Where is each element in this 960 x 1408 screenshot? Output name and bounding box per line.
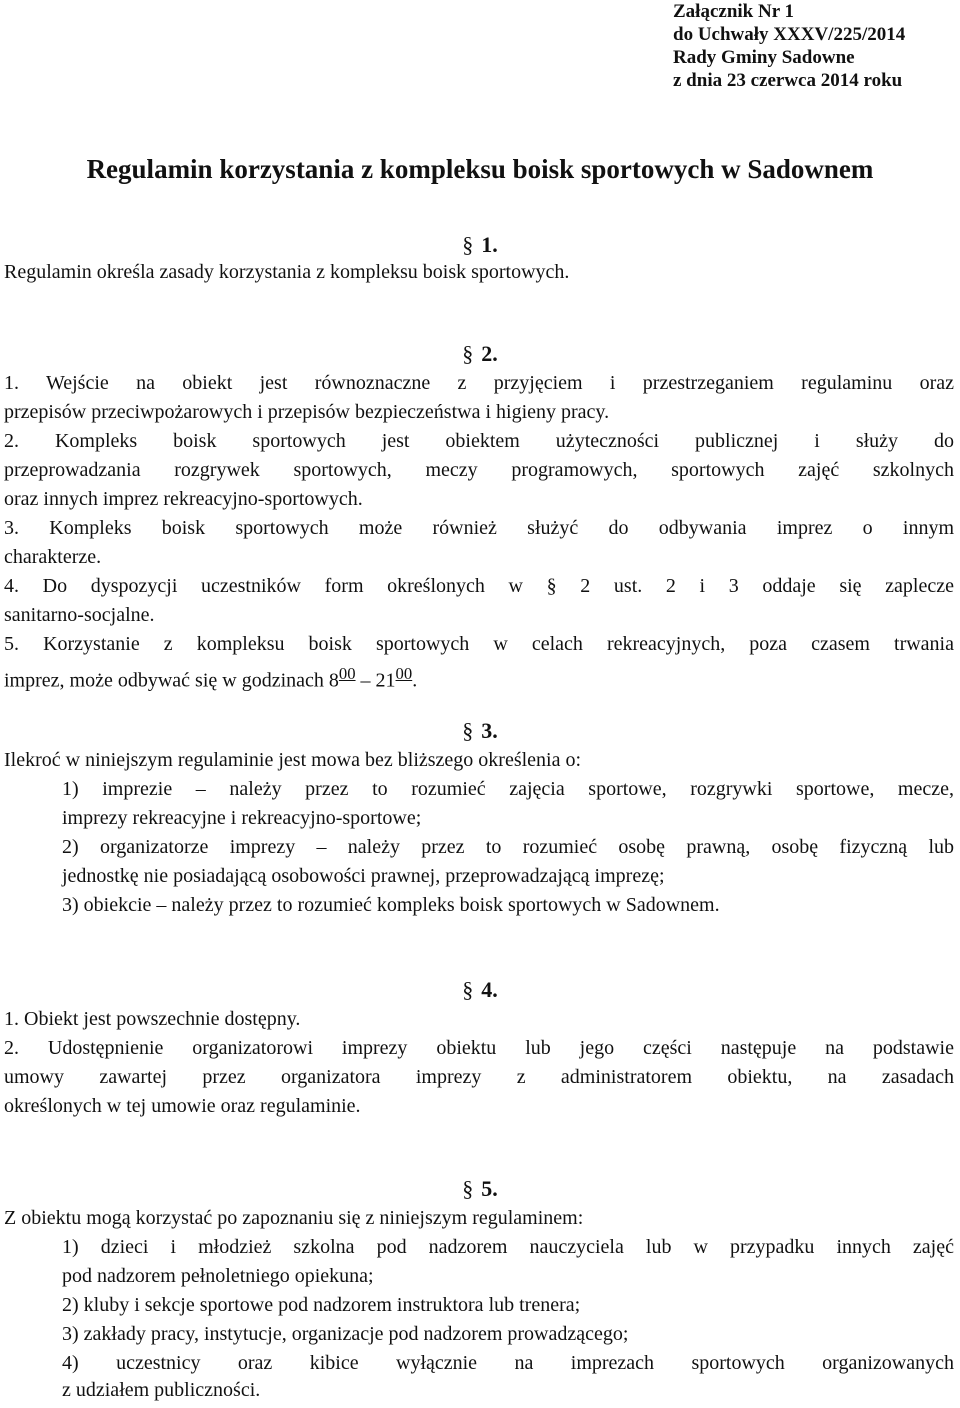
section-2-p5-line2: [4, 659, 954, 696]
definition-3: 3) obiekcie – należy przez to rozumieć kompleks boisk sportowych w Sadownem.: [62, 894, 720, 916]
section-3-heading: [0, 718, 960, 744]
section-2-p3-line1: 3. Kompleks boisk sportowych może również służyć do odbywania imprez o innym: [4, 517, 954, 539]
section-4-heading: [0, 977, 960, 1003]
section-1-heading: [0, 232, 960, 258]
hours-text-mid: – 21: [355, 669, 396, 692]
header-line-3: Rady Gminy Sadowne: [673, 47, 855, 68]
section-2-p1-line1: 1. Wejście na obiekt jest równoznaczne z przyjęciem i przestrzeganiem regulaminu oraz: [4, 372, 954, 394]
definition-2-line2: jednostkę nie posiadającą osobowości prawnej, przeprowadzającą imprezę;: [62, 865, 665, 887]
document-title: Regulamin korzystania z kompleksu boisk sportowych w Sadownem: [86, 154, 874, 184]
section-3-intro: Ilekroć w niniejszym regulaminie jest mowa bez bliższego określenia o:: [4, 749, 582, 771]
hours-text-post: .: [412, 669, 418, 692]
section-4-p1: 1. Obiekt jest powszechnie dostępny.: [4, 1008, 301, 1030]
definition-1-line1: 1) imprezie – należy przez to rozumieć zajęcia sportowe, rozgrywki sportowe, mecze,: [62, 778, 954, 800]
section-symbol: §: [462, 232, 474, 257]
section-5-intro: Z obiektu mogą korzystać po zapoznaniu się z niniejszym regulaminem:: [4, 1207, 584, 1229]
section-number: 5.: [481, 1176, 498, 1201]
definition-2-line1: 2) organizatorze imprezy – należy przez to rozumieć osobę prawną, osobę fizyczną lub: [62, 836, 954, 858]
section-4-p2-line1: 2. Udostępnienie organizatorowi imprezy obiektu lub jego części następuje na podstawie: [4, 1037, 954, 1059]
user-category-3: 3) zakłady pracy, instytucje, organizacje pod nadzorem prowadzącego;: [62, 1323, 629, 1345]
section-2-p2-line3: oraz innych imprez rekreacyjno-sportowych.: [4, 488, 363, 510]
section-number: 2.: [481, 341, 498, 366]
section-4-p2-line2: umowy zawartej przez organizatora imprezy z administratorem obiektu, na zasadach: [4, 1066, 954, 1088]
header-line-1: Załącznik Nr 1: [673, 1, 795, 22]
user-category-4-line1: 4) uczestnicy oraz kibice wyłącznie na imprezach sportowych organizowanych: [62, 1352, 954, 1374]
header-line-2: do Uchwały XXXV/225/2014: [673, 24, 906, 45]
user-category-4-line2: z udziałem publiczności.: [62, 1379, 261, 1401]
section-number: 1.: [481, 232, 498, 257]
definition-1-line2: imprezy rekreacyjne i rekreacyjno-sportowe;: [62, 807, 422, 829]
section-symbol: §: [462, 341, 474, 366]
section-2-p2-line1: 2. Kompleks boisk sportowych jest obiektem użyteczności publicznej i służy do: [4, 430, 954, 452]
user-category-1-line1: 1) dzieci i młodzież szkolna pod nadzorem nauczyciela lub w przypadku innych zajęć: [62, 1236, 954, 1258]
section-4-p2-line3: określonych w tej umowie oraz regulaminie.: [4, 1095, 361, 1117]
section-2-p3-line2: charakterze.: [4, 546, 102, 568]
section-1-text: Regulamin określa zasady korzystania z kompleksu boisk sportowych.: [4, 261, 570, 283]
attachment-header: [673, 0, 958, 92]
section-2-p4-line2: sanitarno-socjalne.: [4, 604, 155, 626]
section-2-p2-line2: przeprowadzania rozgrywek sportowych, meczy programowych, sportowych zajęć szkolnych: [4, 459, 954, 481]
hours-start-minutes: 00: [338, 664, 356, 683]
section-2-p4-line1: 4. Do dyspozycji uczestników form określonych w § 2 ust. 2 i 3 oddaje się zaplecze: [4, 575, 954, 597]
user-category-2: 2) kluby i sekcje sportowe pod nadzorem instruktora lub trenera;: [62, 1294, 581, 1316]
section-number: 4.: [481, 977, 498, 1002]
section-number: 3.: [481, 718, 498, 743]
section-symbol: §: [462, 977, 474, 1002]
section-2-heading: [0, 341, 960, 367]
section-5-heading: [0, 1176, 960, 1202]
hours-end-minutes: 00: [395, 664, 413, 683]
header-line-4: z dnia 23 czerwca 2014 roku: [673, 70, 903, 91]
section-symbol: §: [462, 1176, 474, 1201]
section-2-p5-line1: 5. Korzystanie z kompleksu boisk sportowych w celach rekreacyjnych, poza czasem trwania: [4, 633, 954, 655]
hours-text-pre: imprez, może odbywać się w godzinach 8: [4, 669, 339, 692]
section-2-p1-line2: przepisów przeciwpożarowych i przepisów bezpieczeństwa i higieny pracy.: [4, 401, 610, 423]
section-symbol: §: [462, 718, 474, 743]
user-category-1-line2: pod nadzorem pełnoletniego opiekuna;: [62, 1265, 374, 1287]
